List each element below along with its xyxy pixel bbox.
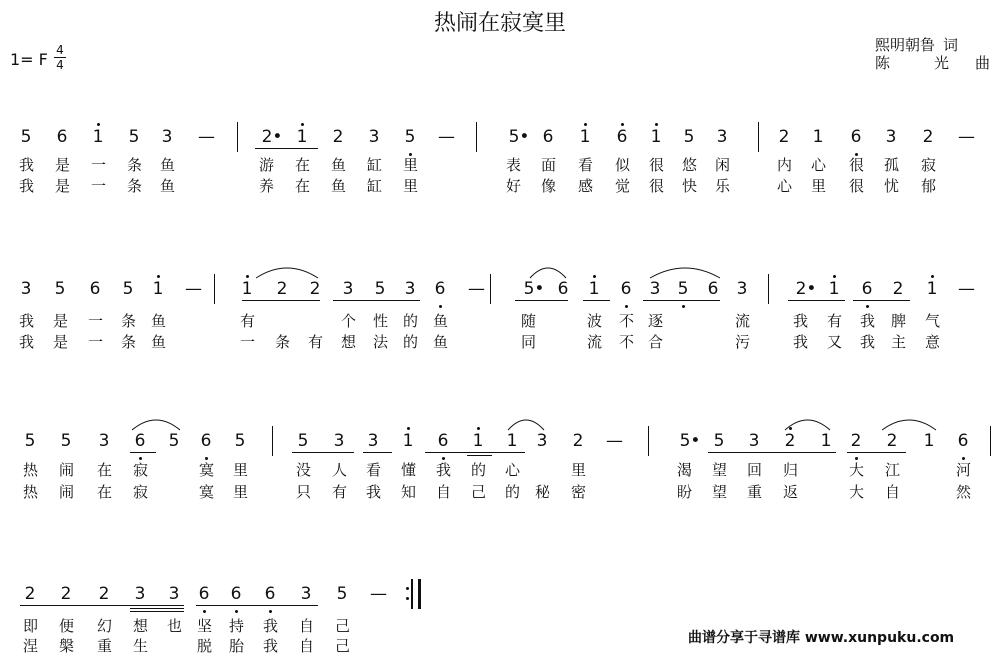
lyric-char: 里 xyxy=(810,177,826,195)
note: 2 xyxy=(850,431,862,451)
time-sig-top: 4 xyxy=(56,43,64,57)
note: 3 xyxy=(342,279,354,299)
lyric-char: 鱼 xyxy=(150,312,166,330)
lyric-char: 同 xyxy=(520,333,536,351)
lyric-char: 鱼 xyxy=(330,177,346,195)
lyric-char: 面 xyxy=(540,156,556,174)
composer-name-2: 光 xyxy=(933,54,949,72)
note: 5 xyxy=(24,431,36,451)
lyric-char: 污 xyxy=(734,333,750,351)
lyric-char: 养 xyxy=(258,177,274,195)
lyric-char: 波 xyxy=(586,312,602,330)
lyric-char: 己 xyxy=(470,483,486,501)
note: 6 xyxy=(56,127,68,147)
note: 1 xyxy=(923,431,935,451)
lyric-char: 心 xyxy=(776,177,792,195)
key-signature: 1= F xyxy=(10,50,48,69)
lyric-char: 热 xyxy=(22,483,38,501)
lyric-char: 有 xyxy=(239,312,255,330)
note: 2• xyxy=(795,279,817,299)
note: 3 xyxy=(736,279,748,299)
lyric-char: 的 xyxy=(504,483,520,501)
lyric-char: 不 xyxy=(618,312,634,330)
lyric-char: 在 xyxy=(96,461,112,479)
lyric-char: 热 xyxy=(22,461,38,479)
note: 5 xyxy=(297,431,309,451)
lyric-char: 很 xyxy=(848,177,864,195)
lyric-char: 里 xyxy=(402,177,418,195)
lyric-char: 的 xyxy=(470,461,486,479)
note: 1 xyxy=(588,279,600,299)
lyric-char: 缸 xyxy=(366,156,382,174)
lyric-char: 条 xyxy=(126,156,142,174)
lyric-char: 里 xyxy=(232,483,248,501)
lyric-char: 似 xyxy=(614,156,630,174)
lyric-char: 好 xyxy=(505,177,521,195)
note: 6 xyxy=(198,584,210,604)
lyric-char: 有 xyxy=(826,312,842,330)
note: — xyxy=(958,279,975,299)
lyric-char: 我 xyxy=(365,483,381,501)
lyric-char: 心 xyxy=(810,156,826,174)
lyric-char: 气 xyxy=(924,312,940,330)
note: 6 xyxy=(89,279,101,299)
lyric-char: 在 xyxy=(294,156,310,174)
lyric-char: 个 xyxy=(340,312,356,330)
time-sig-bottom: 4 xyxy=(56,58,64,72)
watermark-footer: 曲谱分享于寻谱库 www.xunpuku.com xyxy=(688,630,955,646)
note: 1 xyxy=(820,431,832,451)
lyric-char: 自 xyxy=(298,617,314,635)
lyric-char: 脾 xyxy=(890,312,906,330)
note: 1 xyxy=(812,127,824,147)
note: 6 xyxy=(542,127,554,147)
lyric-char: 的 xyxy=(402,333,418,351)
lyric-char: 便 xyxy=(58,617,74,635)
note: 1 xyxy=(92,127,104,147)
lyric-char: 自 xyxy=(435,483,451,501)
lyric-char: 槃 xyxy=(58,637,74,655)
lyric-char: 觉 xyxy=(614,177,630,195)
lyric-char: 缸 xyxy=(366,177,382,195)
note: 5 xyxy=(374,279,386,299)
lyric-char: 然 xyxy=(955,483,971,501)
note: 5 xyxy=(168,431,180,451)
note: 2 xyxy=(332,127,344,147)
lyric-char: 主 xyxy=(890,333,906,351)
note: 2 xyxy=(276,279,288,299)
lyricist-name: 熙明朝鲁 xyxy=(874,36,935,54)
lyric-char: 条 xyxy=(120,312,136,330)
note: 1 xyxy=(402,431,414,451)
lyric-char: 悠 xyxy=(681,156,697,174)
lyric-char: 一 xyxy=(90,177,106,195)
lyric-char: 我 xyxy=(792,333,808,351)
slur xyxy=(132,420,180,430)
lyric-char: 也 xyxy=(166,617,182,635)
lyric-char: 重 xyxy=(96,637,112,655)
note: 3 xyxy=(368,127,380,147)
lyric-char: 己 xyxy=(334,617,350,635)
note: 3 xyxy=(333,431,345,451)
lyric-char: 是 xyxy=(54,177,70,195)
lyric-char: 很 xyxy=(848,156,864,174)
note: 3 xyxy=(885,127,897,147)
lyric-char: 很 xyxy=(648,177,664,195)
lyric-char: 是 xyxy=(52,312,68,330)
lyric-char: 逐 xyxy=(647,312,663,330)
note: 2 xyxy=(784,431,796,451)
lyric-char: 即 xyxy=(22,617,38,635)
lyric-char: 条 xyxy=(120,333,136,351)
lyric-char: 郁 xyxy=(920,177,936,195)
lyric-char: 我 xyxy=(18,177,34,195)
lyric-char: 寂 xyxy=(132,483,148,501)
lyric-char: 盼 xyxy=(676,483,692,501)
lyric-char: 生 xyxy=(132,637,148,655)
note: 3 xyxy=(748,431,760,451)
note: 3 xyxy=(367,431,379,451)
lyric-char: 知 xyxy=(400,483,416,501)
lyric-char: 鱼 xyxy=(330,156,346,174)
lyric-char: 看 xyxy=(365,461,381,479)
lyric-char: 内 xyxy=(776,156,792,174)
note: 1 xyxy=(828,279,840,299)
lyric-char: 我 xyxy=(792,312,808,330)
note: 6 xyxy=(557,279,569,299)
lyric-char: 胎 xyxy=(228,637,244,655)
note: 1 xyxy=(506,431,518,451)
note: — xyxy=(370,584,387,604)
lyric-char: 的 xyxy=(402,312,418,330)
note: 5 xyxy=(60,431,72,451)
note: 5• xyxy=(523,279,545,299)
note: — xyxy=(958,127,975,147)
note: 3 xyxy=(536,431,548,451)
lyric-char: 看 xyxy=(577,156,593,174)
note: 3 xyxy=(161,127,173,147)
lyric-char: 乐 xyxy=(714,177,730,195)
lyric-char: 人 xyxy=(331,461,347,479)
note: 2 xyxy=(24,584,36,604)
note: 5• xyxy=(679,431,701,451)
lyric-char: 性 xyxy=(372,312,388,330)
note: 1 xyxy=(579,127,591,147)
note: — xyxy=(438,127,455,147)
lyric-char: 回 xyxy=(746,461,762,479)
lyric-char: 感 xyxy=(577,177,593,195)
lyric-char: 我 xyxy=(859,312,875,330)
lyric-char: 忧 xyxy=(883,177,899,195)
note: 2 xyxy=(60,584,72,604)
lyricist-role: 词 xyxy=(942,36,958,54)
note: 1 xyxy=(650,127,662,147)
note: 5 xyxy=(20,127,32,147)
lyric-char: 孤 xyxy=(883,156,899,174)
lyric-char: 是 xyxy=(52,333,68,351)
note: 6 xyxy=(620,279,632,299)
note: 1 xyxy=(472,431,484,451)
note: 6 xyxy=(134,431,146,451)
lyric-char: 寂 xyxy=(132,461,148,479)
lyric-char: 鱼 xyxy=(159,177,175,195)
lyric-char: 重 xyxy=(746,483,762,501)
lyric-char: 幻 xyxy=(96,617,112,635)
lyric-char: 又 xyxy=(826,333,842,351)
lyric-char: 鱼 xyxy=(159,156,175,174)
lyric-char: 密 xyxy=(570,483,586,501)
note: 6 xyxy=(616,127,628,147)
lyric-char: 坚 xyxy=(196,617,212,635)
lyric-char: 江 xyxy=(884,461,900,479)
note: 6 xyxy=(707,279,719,299)
lyric-char: 里 xyxy=(232,461,248,479)
lyric-char: 不 xyxy=(618,333,634,351)
lyric-char: 里 xyxy=(402,156,418,174)
note: 2 xyxy=(778,127,790,147)
lyric-char: 有 xyxy=(307,333,323,351)
lyric-char: 返 xyxy=(782,483,798,501)
note: 5 xyxy=(683,127,695,147)
note: 5 xyxy=(234,431,246,451)
note: 3 xyxy=(716,127,728,147)
lyric-char: 懂 xyxy=(400,461,416,479)
lyric-char: 想 xyxy=(340,333,356,351)
lyric-char: 脱 xyxy=(196,637,212,655)
note: 2 xyxy=(886,431,898,451)
note: 2 xyxy=(892,279,904,299)
note: 2 xyxy=(98,584,110,604)
slur xyxy=(785,420,830,430)
note: 6 xyxy=(437,431,449,451)
lyric-char: 我 xyxy=(18,312,34,330)
lyric-char: 鱼 xyxy=(432,333,448,351)
note: 6 xyxy=(861,279,873,299)
lyric-char: 游 xyxy=(258,156,274,174)
slur xyxy=(256,268,318,278)
lyric-char: 一 xyxy=(87,312,103,330)
lyric-char: 己 xyxy=(334,637,350,655)
note: 5 xyxy=(677,279,689,299)
lyric-char: 是 xyxy=(54,156,70,174)
note: 5 xyxy=(336,584,348,604)
lyric-char: 意 xyxy=(924,333,940,351)
note: — xyxy=(606,431,623,451)
lyric-char: 没 xyxy=(295,461,311,479)
note: 5• xyxy=(508,127,530,147)
note: 5 xyxy=(713,431,725,451)
note: 5 xyxy=(54,279,66,299)
note: 2 xyxy=(922,127,934,147)
lyric-char: 望 xyxy=(711,483,727,501)
lyric-char: 鱼 xyxy=(150,333,166,351)
lyric-char: 涅 xyxy=(22,637,38,655)
lyric-char: 一 xyxy=(239,333,255,351)
slur xyxy=(508,420,544,430)
lyric-char: 表 xyxy=(505,156,521,174)
lyric-char: 自 xyxy=(884,483,900,501)
note: — xyxy=(468,279,485,299)
note: 2• xyxy=(261,127,283,147)
note: 3 xyxy=(404,279,416,299)
note: 3 xyxy=(134,584,146,604)
lyric-char: 我 xyxy=(859,333,875,351)
lyric-char: 条 xyxy=(274,333,290,351)
slur xyxy=(530,268,566,278)
lyric-char: 条 xyxy=(126,177,142,195)
lyric-char: 我 xyxy=(18,333,34,351)
lyric-char: 鱼 xyxy=(432,312,448,330)
note: 3 xyxy=(168,584,180,604)
note: 6 xyxy=(264,584,276,604)
note: 5 xyxy=(404,127,416,147)
note: 1 xyxy=(152,279,164,299)
note: — xyxy=(185,279,202,299)
composer-role: 曲 xyxy=(974,54,990,72)
note: 6 xyxy=(957,431,969,451)
composer-name-1: 陈 xyxy=(874,54,890,72)
lyric-char: 一 xyxy=(87,333,103,351)
note: 6 xyxy=(230,584,242,604)
lyric-char: 大 xyxy=(848,483,864,501)
lyric-char: 河 xyxy=(955,461,971,479)
lyric-char: 像 xyxy=(540,177,556,195)
lyric-char: 法 xyxy=(372,333,388,351)
lyric-char: 大 xyxy=(848,461,864,479)
lyric-char: 秘 xyxy=(534,483,550,501)
lyric-char: 渴 xyxy=(676,461,692,479)
note: 6 xyxy=(434,279,446,299)
lyric-char: 只 xyxy=(295,483,311,501)
lyric-char: 在 xyxy=(294,177,310,195)
note: 5 xyxy=(122,279,134,299)
lyric-char: 我 xyxy=(18,156,34,174)
lyric-char: 自 xyxy=(298,637,314,655)
lyric-char: 流 xyxy=(586,333,602,351)
lyric-char: 在 xyxy=(96,483,112,501)
lyric-char: 归 xyxy=(782,461,798,479)
lyric-char: 望 xyxy=(711,461,727,479)
lyric-char: 有 xyxy=(331,483,347,501)
lyric-char: 寞 xyxy=(198,483,214,501)
lyric-char: 闹 xyxy=(58,461,74,479)
note: 2 xyxy=(572,431,584,451)
lyric-char: 里 xyxy=(570,461,586,479)
lyric-char: 寂 xyxy=(920,156,936,174)
lyric-char: 流 xyxy=(734,312,750,330)
lyric-char: 我 xyxy=(262,617,278,635)
note: 5 xyxy=(128,127,140,147)
note: 1 xyxy=(241,279,253,299)
lyric-char: 寞 xyxy=(198,461,214,479)
note: 1 xyxy=(296,127,308,147)
lyric-char: 想 xyxy=(132,617,148,635)
slur xyxy=(650,268,720,278)
lyric-char: 我 xyxy=(435,461,451,479)
lyric-char: 合 xyxy=(647,333,663,351)
note: 3 xyxy=(20,279,32,299)
note: 1 xyxy=(926,279,938,299)
note: 6 xyxy=(850,127,862,147)
note: 2 xyxy=(309,279,321,299)
lyric-char: 很 xyxy=(648,156,664,174)
lyric-char: 闲 xyxy=(714,156,730,174)
lyric-char: 我 xyxy=(262,637,278,655)
lyric-char: 持 xyxy=(228,617,244,635)
note: 3 xyxy=(98,431,110,451)
note: 6 xyxy=(200,431,212,451)
note: — xyxy=(198,127,215,147)
slur xyxy=(882,420,936,430)
lyric-char: 心 xyxy=(504,461,520,479)
lyric-char: 一 xyxy=(90,156,106,174)
lyric-char: 快 xyxy=(681,177,697,195)
song-title: 热闹在寂寞里 xyxy=(433,11,566,36)
lyric-char: 闹 xyxy=(58,483,74,501)
note: 3 xyxy=(300,584,312,604)
lyric-char: 随 xyxy=(520,312,536,330)
note: 3 xyxy=(649,279,661,299)
